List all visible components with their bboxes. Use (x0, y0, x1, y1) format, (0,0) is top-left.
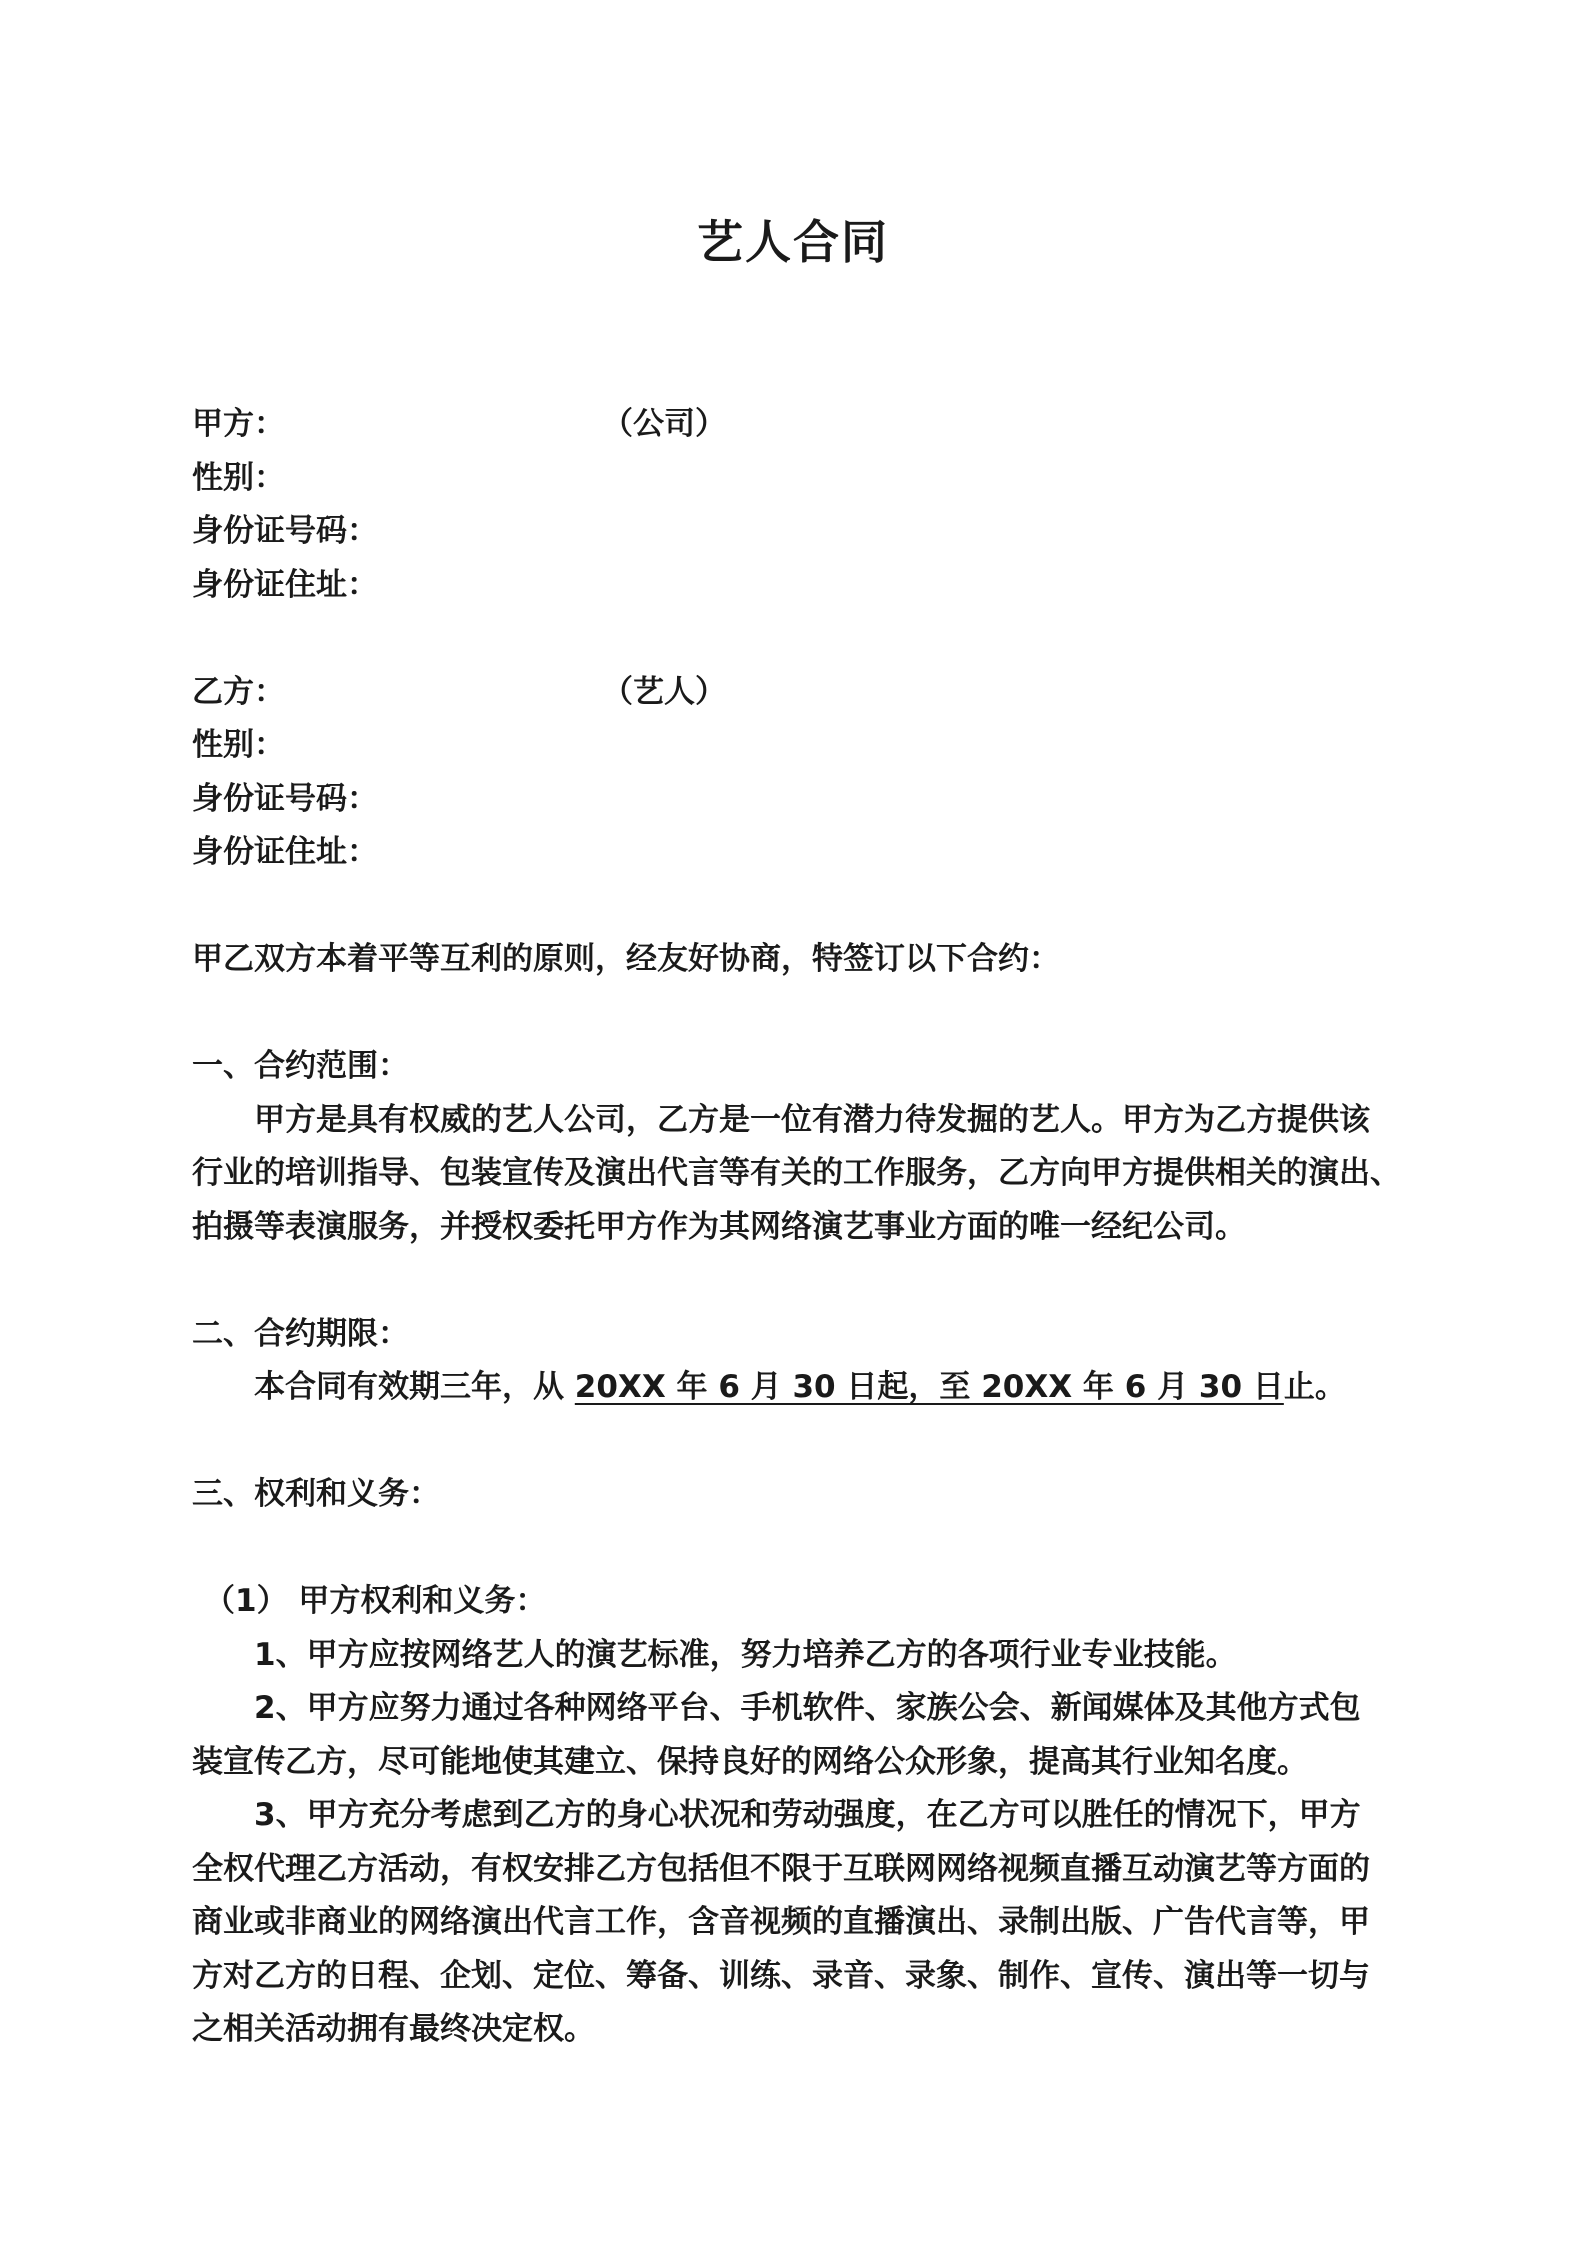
party-a-duty-item: 1、甲方应按网络艺人的演艺标准，努力培养乙方的各项行业专业技能。 (254, 1636, 1237, 1673)
section3-sub1-heading: （1） 甲方权利和义务： (204, 1583, 547, 1619)
spacer (192, 880, 1404, 934)
party-a-duty-item-cont: 方对乙方的日程、企划、定位、筹备、训练、录音、录象、制作、宣传、演出等一切与 (192, 1957, 1370, 1994)
spacer (192, 987, 1404, 1041)
term-text-before: 本合同有效期三年，从 (254, 1369, 564, 1405)
spacer (192, 612, 1404, 666)
spacer (192, 1254, 1404, 1308)
party-b-id-number-line: 身份证号码： (192, 780, 378, 817)
party-a-duty-item: 3、甲方充分考虑到乙方的身心状况和劳动强度，在乙方可以胜任的情况下，甲方 (254, 1797, 1361, 1833)
term-text-after: 止。 (1283, 1369, 1346, 1405)
spacer (192, 1415, 1404, 1469)
section1-line: 甲方是具有权威的艺人公司，乙方是一位有潜力待发掘的艺人。甲方为乙方提供该 (254, 1101, 1370, 1138)
party-b-name-label: 乙方： (192, 673, 285, 710)
party-a-name-label: 甲方： (192, 406, 285, 442)
party-a-duty-item-cont: 装宣传乙方，尽可能地使其建立、保持良好的网络公众形象，提高其行业知名度。 (192, 1743, 1308, 1780)
party-a-gender-line: 性别： (192, 459, 285, 496)
section3-heading: 三、权利和义务： (192, 1476, 440, 1512)
term-period: 20XX 年 6 月 30 日起，至 20XX 年 6 月 30 日 (574, 1369, 1284, 1405)
party-b-gender-line: 性别： (192, 727, 285, 763)
section2-heading: 二、合约期限： (192, 1315, 409, 1352)
preamble: 甲乙双方本着平等互利的原则，经友好协商，特签订以下合约： (192, 941, 1060, 977)
party-a-id-address-line: 身份证住址： (192, 566, 378, 603)
section1-line: 行业的培训指导、包装宣传及演出代言等有关的工作服务，乙方向甲方提供相关的演出、 (192, 1155, 1401, 1191)
spacer (192, 1522, 1404, 1576)
party-a-duty-item-cont: 商业或非商业的网络演出代言工作，含音视频的直播演出、录制出版、广告代言等，甲 (192, 1904, 1370, 1940)
party-b-name-line (192, 666, 1404, 720)
section1-heading: 一、合约范围： (192, 1048, 409, 1084)
document-title: 艺人合同 (697, 215, 889, 269)
section1-line: 拍摄等表演服务，并授权委托甲方作为其网络演艺事业方面的唯一经纪公司。 (192, 1208, 1246, 1245)
section2-term-line (192, 1361, 1404, 1415)
party-a-id-number-line: 身份证号码： (192, 513, 378, 549)
party-a-name-line (192, 398, 1404, 452)
party-a-duty-item-cont: 之相关活动拥有最终决定权。 (192, 2011, 595, 2047)
party-b-id-address-line: 身份证住址： (192, 834, 378, 870)
party-a-duty-item: 2、甲方应努力通过各种网络平台、手机软件、家族公会、新闻媒体及其他方式包 (254, 1690, 1361, 1726)
party-a-duty-item-cont: 全权代理乙方活动，有权安排乙方包括但不限于互联网网络视频直播互动演艺等方面的 (192, 1850, 1370, 1887)
party-b-type-note: （艺人） (602, 673, 726, 710)
contract-body (192, 398, 1404, 2057)
party-a-type-note: （公司） (602, 406, 726, 442)
